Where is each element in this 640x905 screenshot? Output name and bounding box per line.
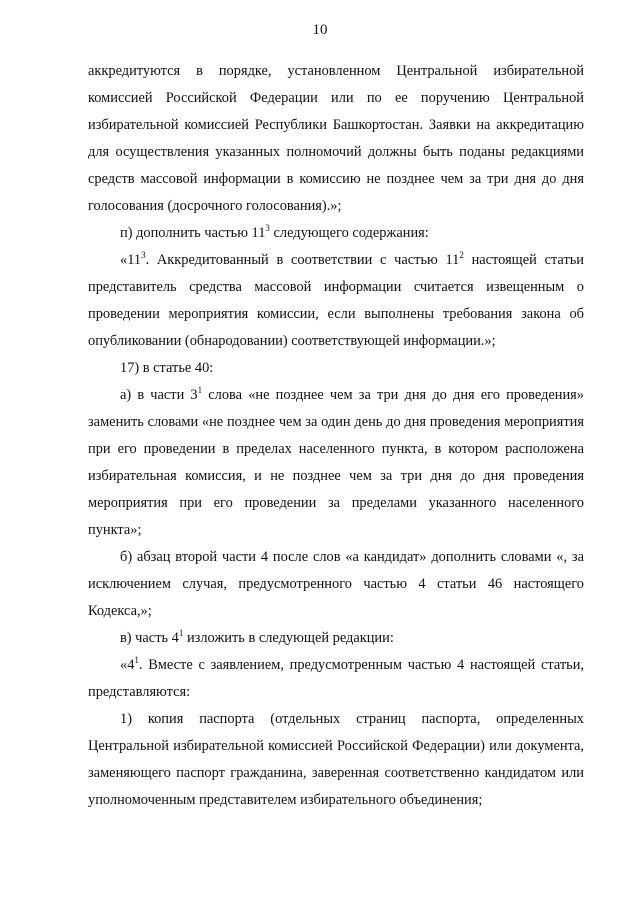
page-number: 10	[312, 22, 328, 38]
paragraph-accreditation-procedure: аккредитуются в порядке, установленном Центральной избирательной комиссией Российской Федерации или по ее поручению Центральной избирательной комиссией Республики Башкортостан. Заявки на аккредитацию для осуществления указанных полномочий должны быть поданы редакциями средств массовой информации в комиссию не позднее чем за три дня до дня голосования (досрочного голосования).»;	[88, 63, 584, 214]
paragraph-article-40: 17) в статье 40:	[120, 360, 214, 376]
paragraph-item-v: в) часть $4^1$ изложить в следующей редакции:	[120, 628, 394, 646]
paragraph-item-b: б) абзац второй части 4 после слов «а кандидат» дополнить словами «, за исключением случая, предусмотренного частью 4 статьи 46 настоящего Кодекса,»;	[88, 549, 584, 619]
document-body	[88, 58, 584, 814]
paragraph-passport-copy: 1) копия паспорта (отдельных страниц паспорта, определенных Центральной избирательной комиссией Российской Федерации) или документа, заменяющего паспорт гражданина, заверенная соответственно кандидатом или уполномоченным представителем избирательного объединения;	[88, 711, 584, 808]
paragraph-item-a: а) в части $3^1$ слова «не позднее чем за три дня до дня его проведения» заменить словами «не позднее чем за один день до дня проведения мероприятия при его проведении в пределах населенного пункта, в котором расположена избирательная комиссия, и не позднее чем за три дня до дня проведения мероприятия при его проведении за пределами указанного населенного пункта»;	[88, 385, 584, 538]
paragraph-part-4-1: «$4^1$. Вместе с заявлением, предусмотренным частью 4 настоящей статьи, представляются:	[88, 655, 584, 700]
paragraph-part-11-3: «$11^3$. Аккредитованный в соответствии с частью $11^2$ настоящей статьи представитель средства массовой информации считается извещенным о проведении мероприятия комиссии, если выполнены требования закона об опубликовании (обнародовании) соответствующей информации.»;	[88, 250, 585, 349]
paragraph-item-p: п) дополнить частью $11^3$ следующего содержания:	[120, 223, 429, 241]
